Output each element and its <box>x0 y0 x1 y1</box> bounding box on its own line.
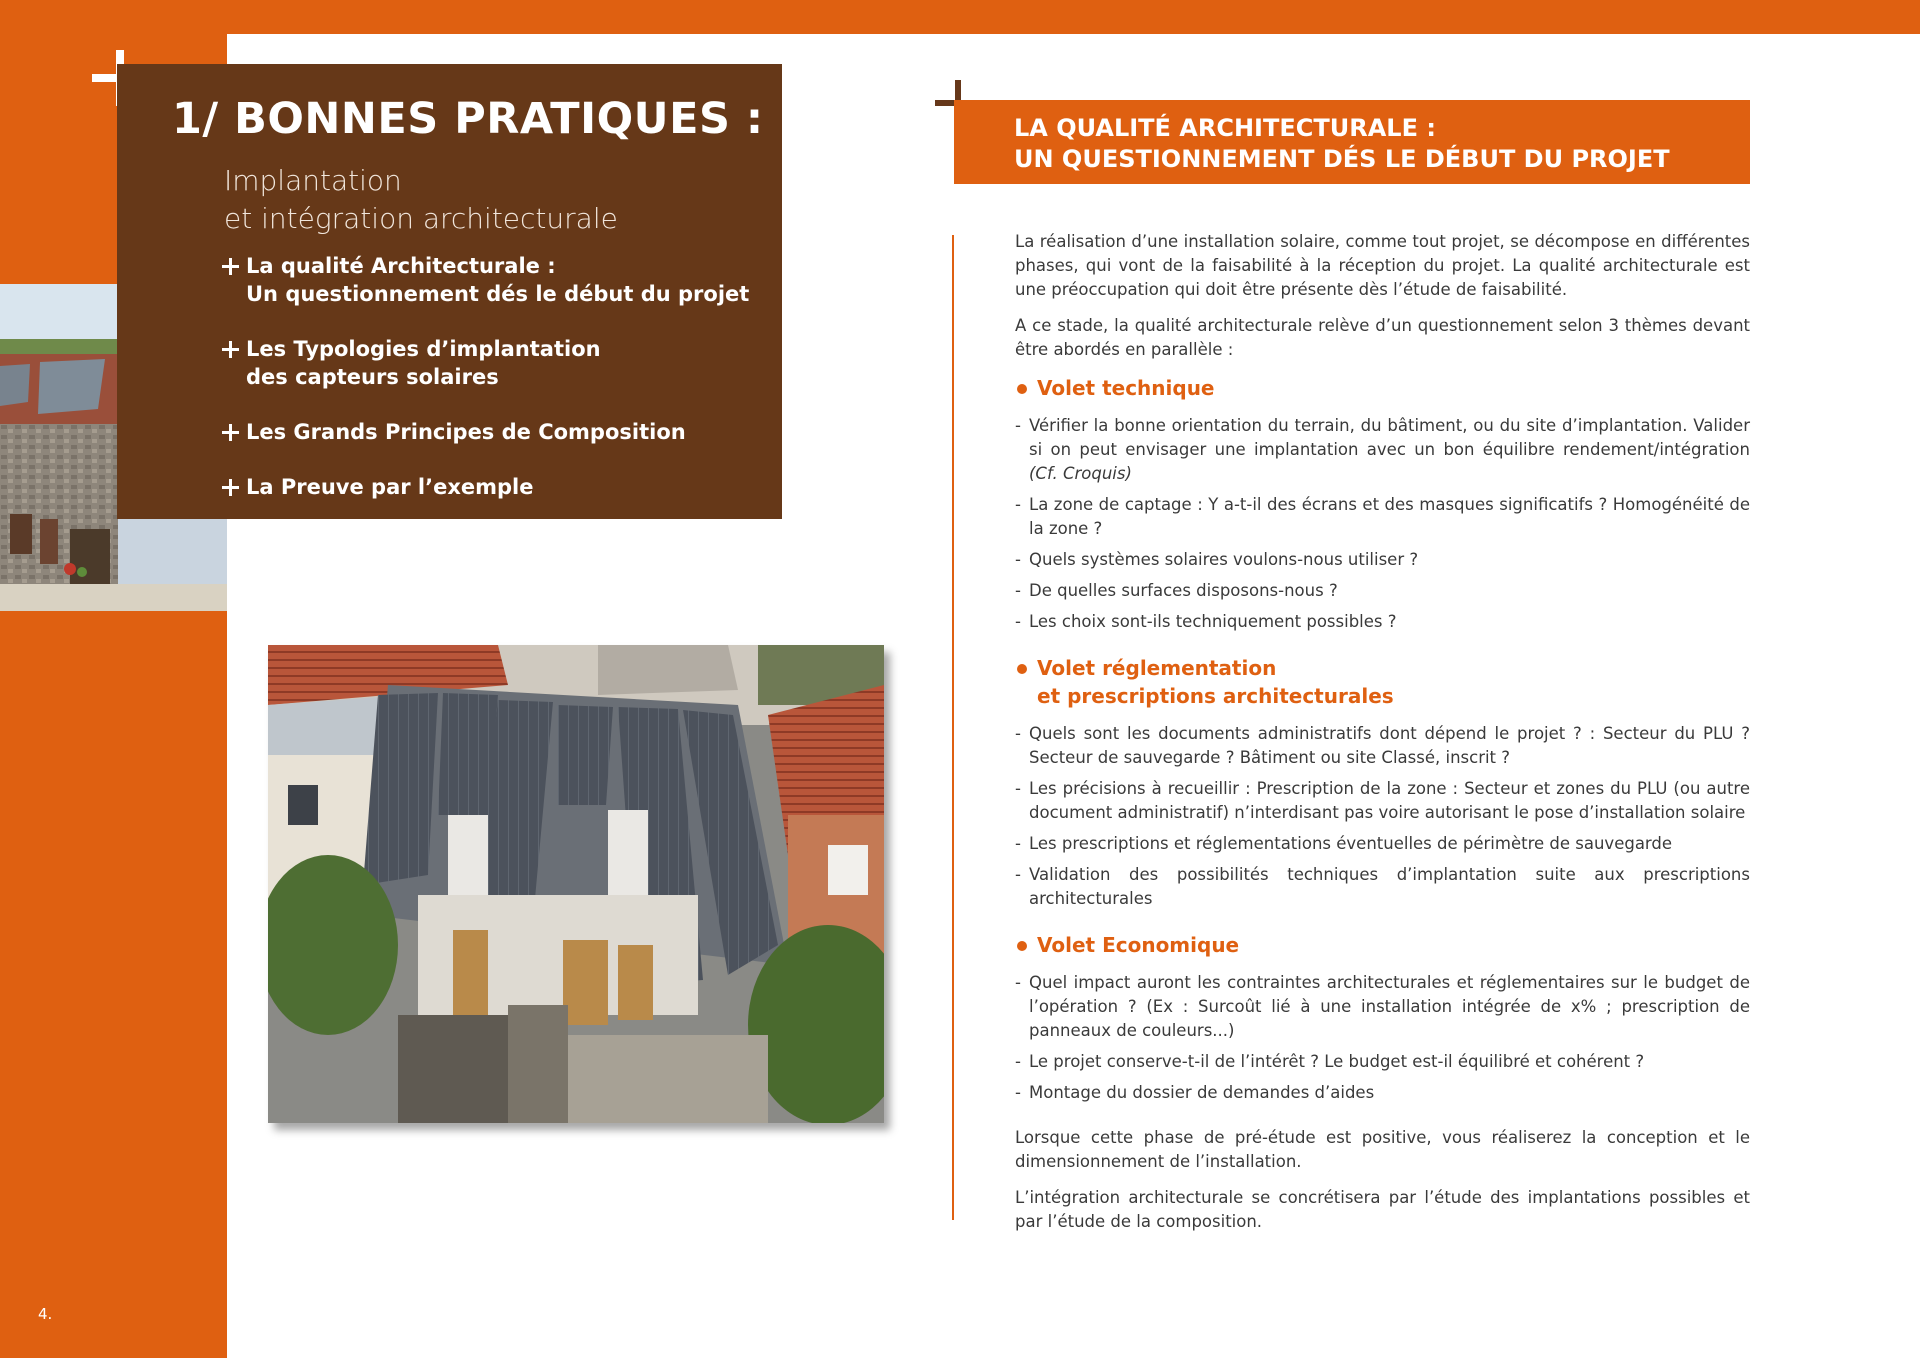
heading-text: et prescriptions architecturales <box>1037 684 1394 708</box>
toc-item-line: La qualité Architecturale : <box>246 254 556 278</box>
list-item: - La zone de captage : Y a-t-il des écrans et des masques significatifs ? Homogénéité de la zone ? <box>1015 495 1750 538</box>
heading-text: Volet réglementation <box>1037 656 1277 680</box>
list-item-text: Validation des possibilités techniques d’implantation suite aux prescriptions architecturales <box>1029 865 1750 908</box>
list-item-text: Quels sont les documents administratifs dont dépend le projet ? : Secteur du PLU ? Secteur de sauvegarde ? Bâtiment ou site Classé, inscrit ? <box>1029 724 1750 767</box>
bullet-icon <box>1017 664 1027 674</box>
heading-volet-reglementation <box>1015 654 1750 710</box>
list-item: - Les prescriptions et réglementations éventuelles de périmètre de sauvegarde <box>1015 834 1673 853</box>
list-item: - Les précisions à recueillir : Prescription de la zone : Secteur et zones du PLU (ou autre document administratif) n’interdisant pas voire autorisant le pose d’installation solaire <box>1015 779 1750 822</box>
toc-item <box>222 335 749 391</box>
toc-item-line: Les Typologies d’implantation <box>246 337 601 361</box>
subtitle-line-1: Implantation <box>224 164 402 197</box>
list-item: - Quels sont les documents administratifs dont dépend le projet ? : Secteur du PLU ? Secteur de sauvegarde ? Bâtiment ou site Classé, inscrit ? <box>1015 724 1750 767</box>
bullet-icon <box>1017 384 1027 394</box>
section-title <box>1014 113 1670 175</box>
plus-icon <box>222 424 239 441</box>
page-number: 4. <box>38 1305 53 1323</box>
plus-icon <box>222 479 239 496</box>
intro-paragraph: A ce stade, la qualité architecturale relève d’un questionnement selon 3 thèmes devant être abordés en parallèle : <box>1015 316 1750 359</box>
list-item-text: Montage du dossier de demandes d’aides <box>1029 1083 1375 1102</box>
table-of-contents <box>222 252 749 528</box>
toc-item-line: Un questionnement dés le début du projet <box>246 282 750 306</box>
list-item: - Quel impact auront les contraintes architecturales et réglementaires sur le budget de l’opération ? (Ex : Surcoût lié à une installation intégrée de x% ; prescription de panneaux de couleurs...) <box>1015 973 1750 1040</box>
vertical-divider <box>952 235 954 1220</box>
section-header <box>954 100 1750 184</box>
toc-item-line: La Preuve par l’exemple <box>246 475 534 499</box>
plus-icon <box>222 258 239 275</box>
list-item: - Montage du dossier de demandes d’aides <box>1015 1083 1375 1102</box>
list-item-text: Quels systèmes solaires voulons-nous utiliser ? <box>1029 550 1419 569</box>
list-item-text: De quelles surfaces disposons-nous ? <box>1029 581 1338 600</box>
toc-item-line: Les Grands Principes de Composition <box>246 420 686 444</box>
section-title-line-2: UN QUESTIONNEMENT DÉS LE DÉBUT DU PROJET <box>1014 145 1670 173</box>
toc-item <box>222 473 749 501</box>
list-item-text: La zone de captage : Y a-t-il des écrans et des masques significatifs ? Homogénéité de la zone ? <box>1029 495 1750 538</box>
list-item-text: Les précisions à recueillir : Prescription de la zone : Secteur et zones du PLU (ou autre document administratif) n’interdisant pas voire autorisant le pose d’installation solaire <box>1029 779 1750 822</box>
title-box <box>117 64 782 519</box>
intro-paragraph: La réalisation d’une installation solaire, comme tout projet, se décompose en différentes phases, qui vont de la faisabilité à la réception du projet. La qualité architecturale est une préoccupation qui doit être présente dès l’étude de faisabilité. <box>1015 232 1750 299</box>
heading-text: Volet technique <box>1037 376 1215 400</box>
list-item: - Quels systèmes solaires voulons-nous utiliser ? <box>1015 550 1419 569</box>
toc-item-line: des capteurs solaires <box>246 365 499 389</box>
list-item: - De quelles surfaces disposons-nous ? <box>1015 581 1338 600</box>
list-item-text: Le projet conserve-t-il de l’intérêt ? Le budget est-il équilibré et cohérent ? <box>1029 1052 1645 1071</box>
list-item-text: Quel impact auront les contraintes architecturales et réglementaires sur le budget de l’opération ? (Ex : Surcoût lié à une installation intégrée de x% ; prescription de panneaux de couleurs...) <box>1029 973 1750 1040</box>
main-content <box>1015 230 1750 1246</box>
section-title-line-1: LA QUALITÉ ARCHITECTURALE : <box>1014 114 1436 142</box>
outro-paragraph: Lorsque cette phase de pré-étude est positive, vous réaliserez la conception et le dimensionnement de l’installation. <box>1015 1128 1750 1171</box>
subtitle-line-2: et intégration architecturale <box>224 202 618 235</box>
list-item: - Validation des possibilités techniques d’implantation suite aux prescriptions architecturales <box>1015 865 1750 908</box>
list-item: - Vérifier la bonne orientation du terrain, du bâtiment, ou du site d’implantation. Valider si on peut envisager une implantation avec un bon équilibre rendement/intégration (Cf. Croquis) <box>1015 416 1750 483</box>
toc-item <box>222 418 749 446</box>
list-item-reference: (Cf. Croquis) <box>1029 464 1132 483</box>
heading-text: Volet Economique <box>1037 933 1240 957</box>
main-photo-solar-house <box>268 645 884 1123</box>
top-orange-bar <box>0 0 1920 34</box>
bullet-icon <box>1017 941 1027 951</box>
heading-volet-technique <box>1015 374 1750 402</box>
outro-paragraph: L’intégration architecturale se concrétisera par l’étude des implantations possibles et par l’étude de la composition. <box>1015 1188 1750 1231</box>
list-item: - Le projet conserve-t-il de l’intérêt ? Le budget est-il équilibré et cohérent ? <box>1015 1052 1645 1071</box>
list-item-text: Vérifier la bonne orientation du terrain, du bâtiment, ou du site d’implantation. Valider si on peut envisager une implantation avec un bon équilibre rendement/intégration <box>1029 416 1750 459</box>
page-subtitle <box>224 162 618 238</box>
plus-icon <box>222 341 239 358</box>
page-title: 1/ BONNES PRATIQUES : <box>172 94 764 144</box>
list-item: - Les choix sont-ils techniquement possibles ? <box>1015 612 1397 631</box>
list-item-text: Les choix sont-ils techniquement possibles ? <box>1029 612 1397 631</box>
list-item-text: Les prescriptions et réglementations éventuelles de périmètre de sauvegarde <box>1029 834 1673 853</box>
toc-item <box>222 252 749 308</box>
heading-volet-economique <box>1015 931 1750 959</box>
